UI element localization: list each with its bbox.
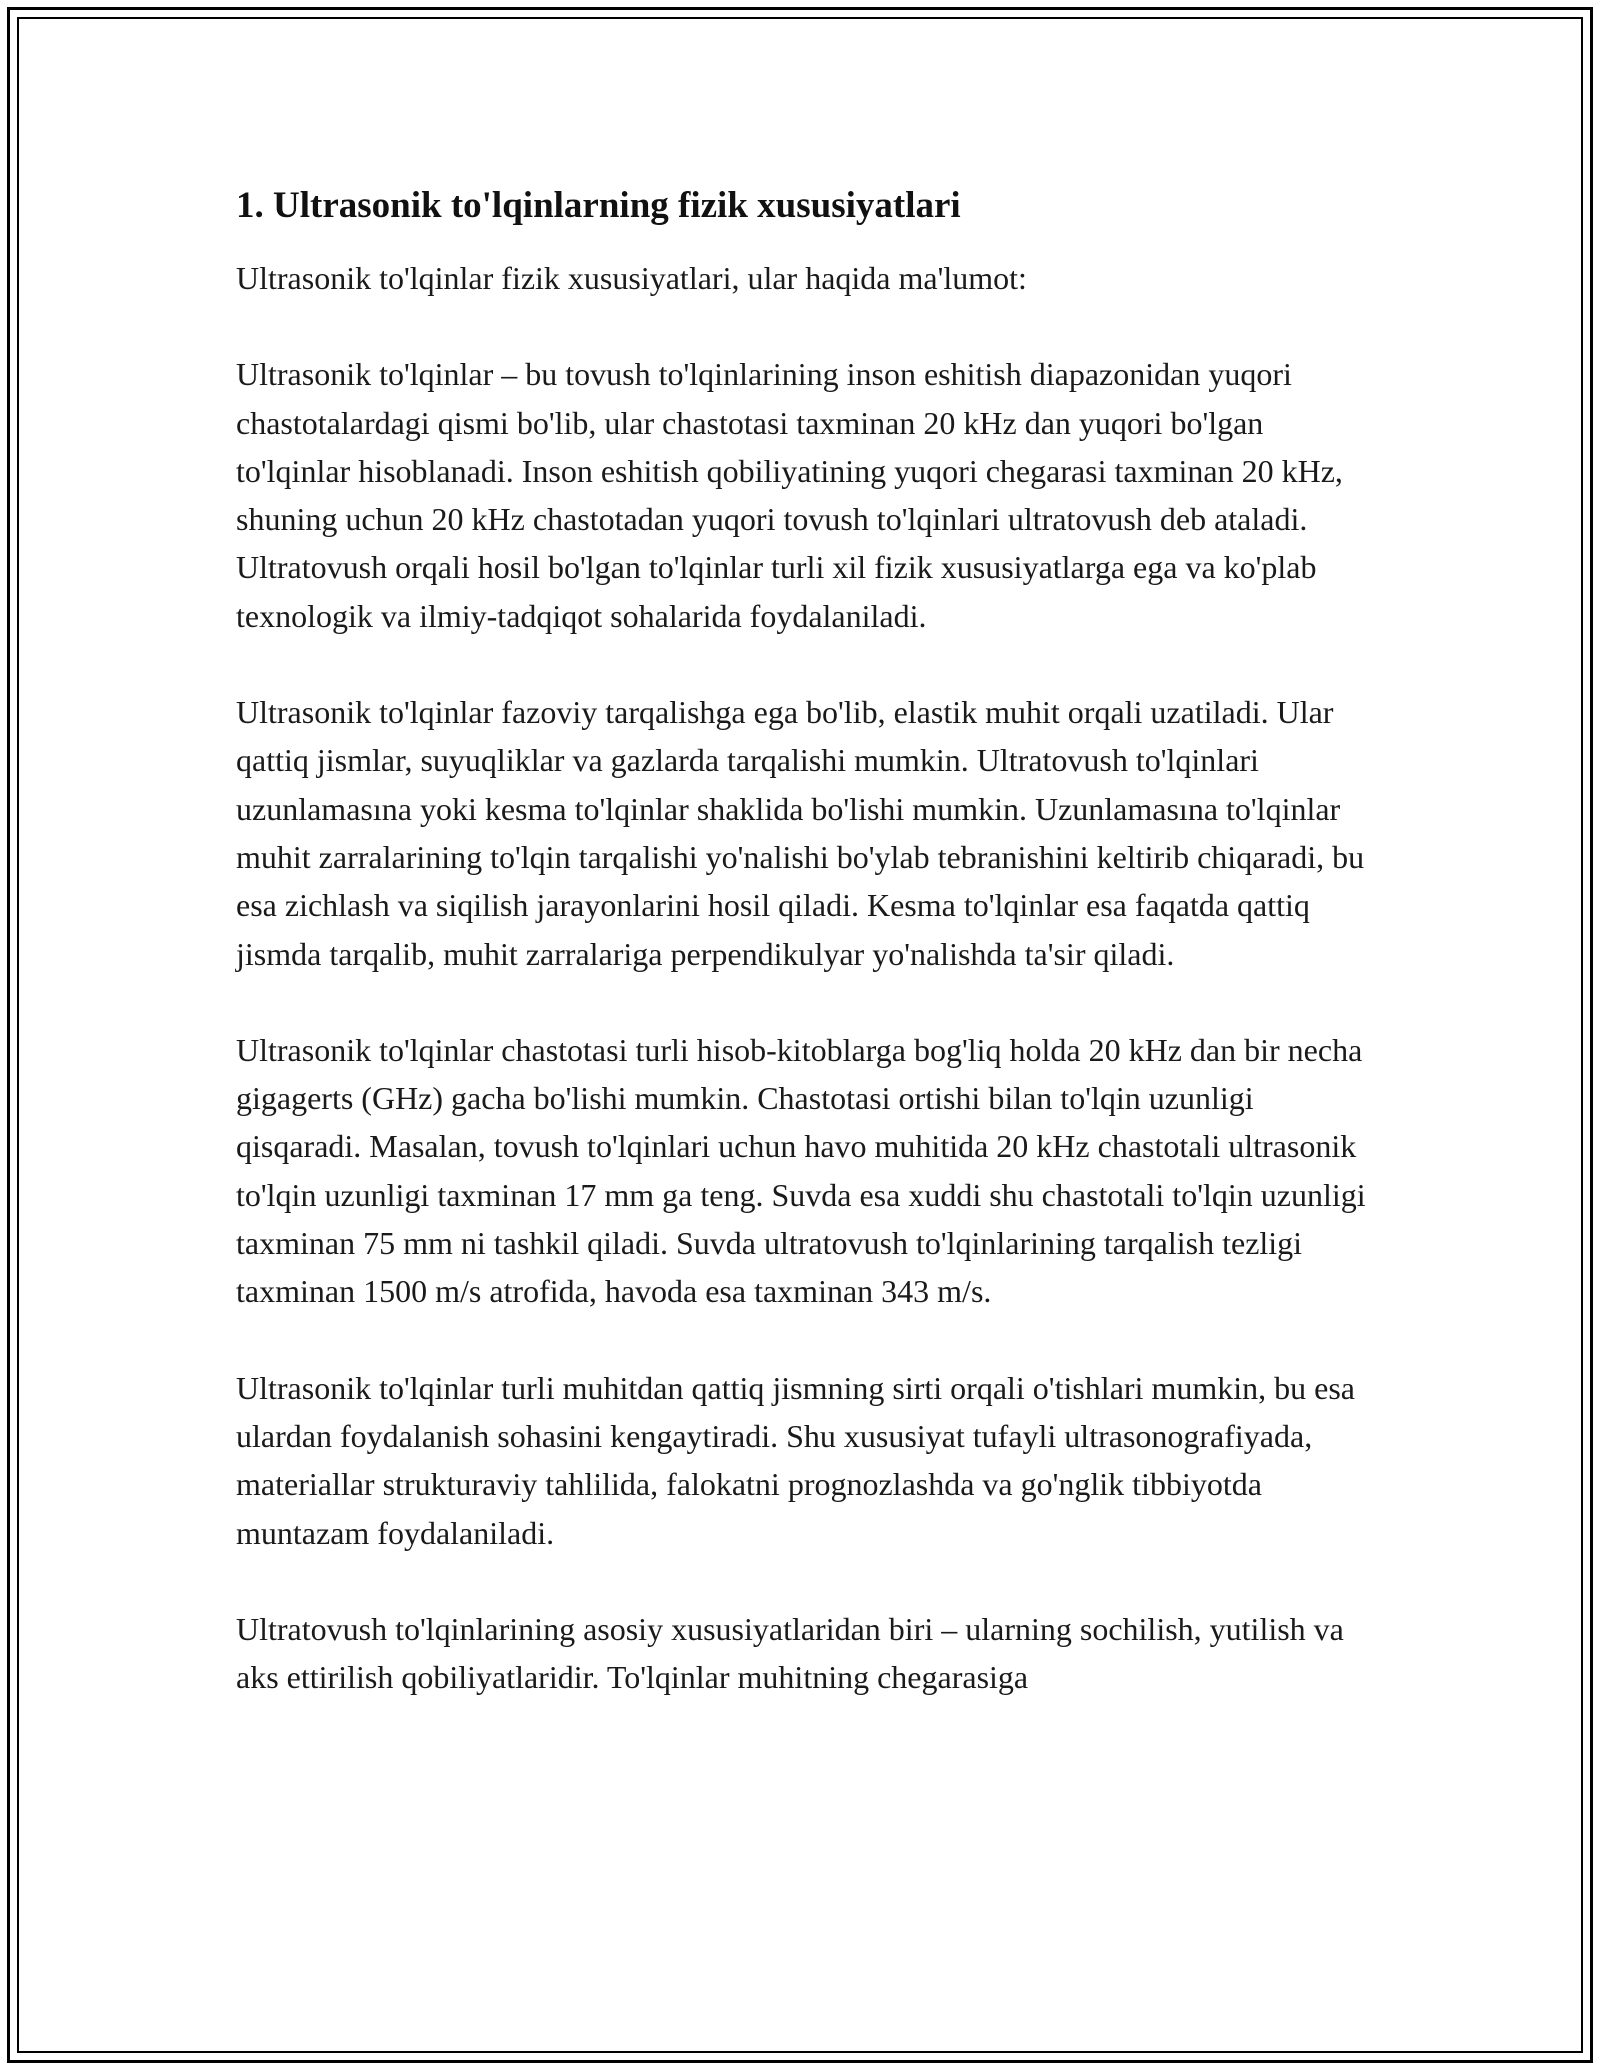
document-body (236, 180, 1376, 1749)
paragraph-frequency: Ultrasonik to'lqinlar chastotasi turli hisob-kitoblarga bog'liq holda 20 kHz dan bir necha gigagerts (GHz) gacha bo'lishi mumkin. Chastotasi ortishi bilan to'lqin uzunligi qisqaradi. Masalan, tovush to'lqinlari uchun havo muhitida 20 kHz chastotali ultrasonik to'lqin uzunligi taxminan 17 mm ga teng. Suvda esa xuddi shu chastotali to'lqin uzunligi taxminan 75 mm ni tashkil qiladi. Suvda ultratovush to'lqinlarining tarqalish tezligi taxminan 1500 m/s atrofida, havoda esa taxminan 343 m/s. (236, 1031, 1366, 1310)
paragraph-propagation: Ultrasonik to'lqinlar fazoviy tarqalishga ega bo'lib, elastik muhit orqali uzatiladi. Ular qattiq jismlar, suyuqliklar va gazlarda tarqalishi mumkin. Ultratovush to'lqinlari uzunlamasına yoki kesma to'lqinlar shaklida bo'lishi mumkin. Uzunlamasına to'lqinlar muhit zarralarining to'lqin tarqalishi yo'nalishi bo'ylab tebranishini keltirib chiqaradi, bu esa zichlash va siqilish jarayonlarini hosil qiladi. Kesma to'lqinlar esa faqatda qattiq jismda tarqalib, muhit zarralariga perpendikulyar yo'nalishda ta'sir qiladi. (236, 694, 1365, 972)
paragraph-definition: Ultrasonik to'lqinlar – bu tovush to'lqinlarining inson eshitish diapazonidan yuqori chastotalardagi qismi bo'lib, ular chastotasi taxminan 20 kHz dan yuqori bo'lgan to'lqinlar hisoblanadi. Inson eshitish qobiliyatining yuqori chegarasi taxminan 20 kHz, shuning uchun 20 kHz chastotadan yuqori tovush to'lqinlari ultratovush deb ataladi. Ultratovush orqali hosil bo'lgan to'lqinlar turli xil fizik xususiyatlarga ega va ko'plab texnologik va ilmiy-tadqiqot sohalarida foydalaniladi. (236, 356, 1343, 634)
intro-paragraph: Ultrasonik to'lqinlar fizik xususiyatlari, ular haqida ma'lumot: (236, 260, 1027, 296)
paragraph-applications: Ultrasonik to'lqinlar turli muhitdan qattiq jismning sirti orqali o'tishlari mumkin, bu esa ulardan foydalanish sohasini kengaytiradi. Shu xususiyat tufayli ultrasonografiyada, materiallar strukturaviy tahlilida, falokatni prognozlashda va go'nglik tibbiyotda muntazam foydalaniladi. (236, 1369, 1355, 1551)
section-heading: 1. Ultrasonik to'lqinlarning fizik xususiyatlari (236, 185, 961, 226)
paragraph-scattering: Ultratovush to'lqinlarining asosiy xususiyatlaridan biri – ularning sochilish, yutilish va aks ettirilish qobiliyatlaridir. To'lqinlar muhitning chegarasiga (236, 1610, 1344, 1696)
